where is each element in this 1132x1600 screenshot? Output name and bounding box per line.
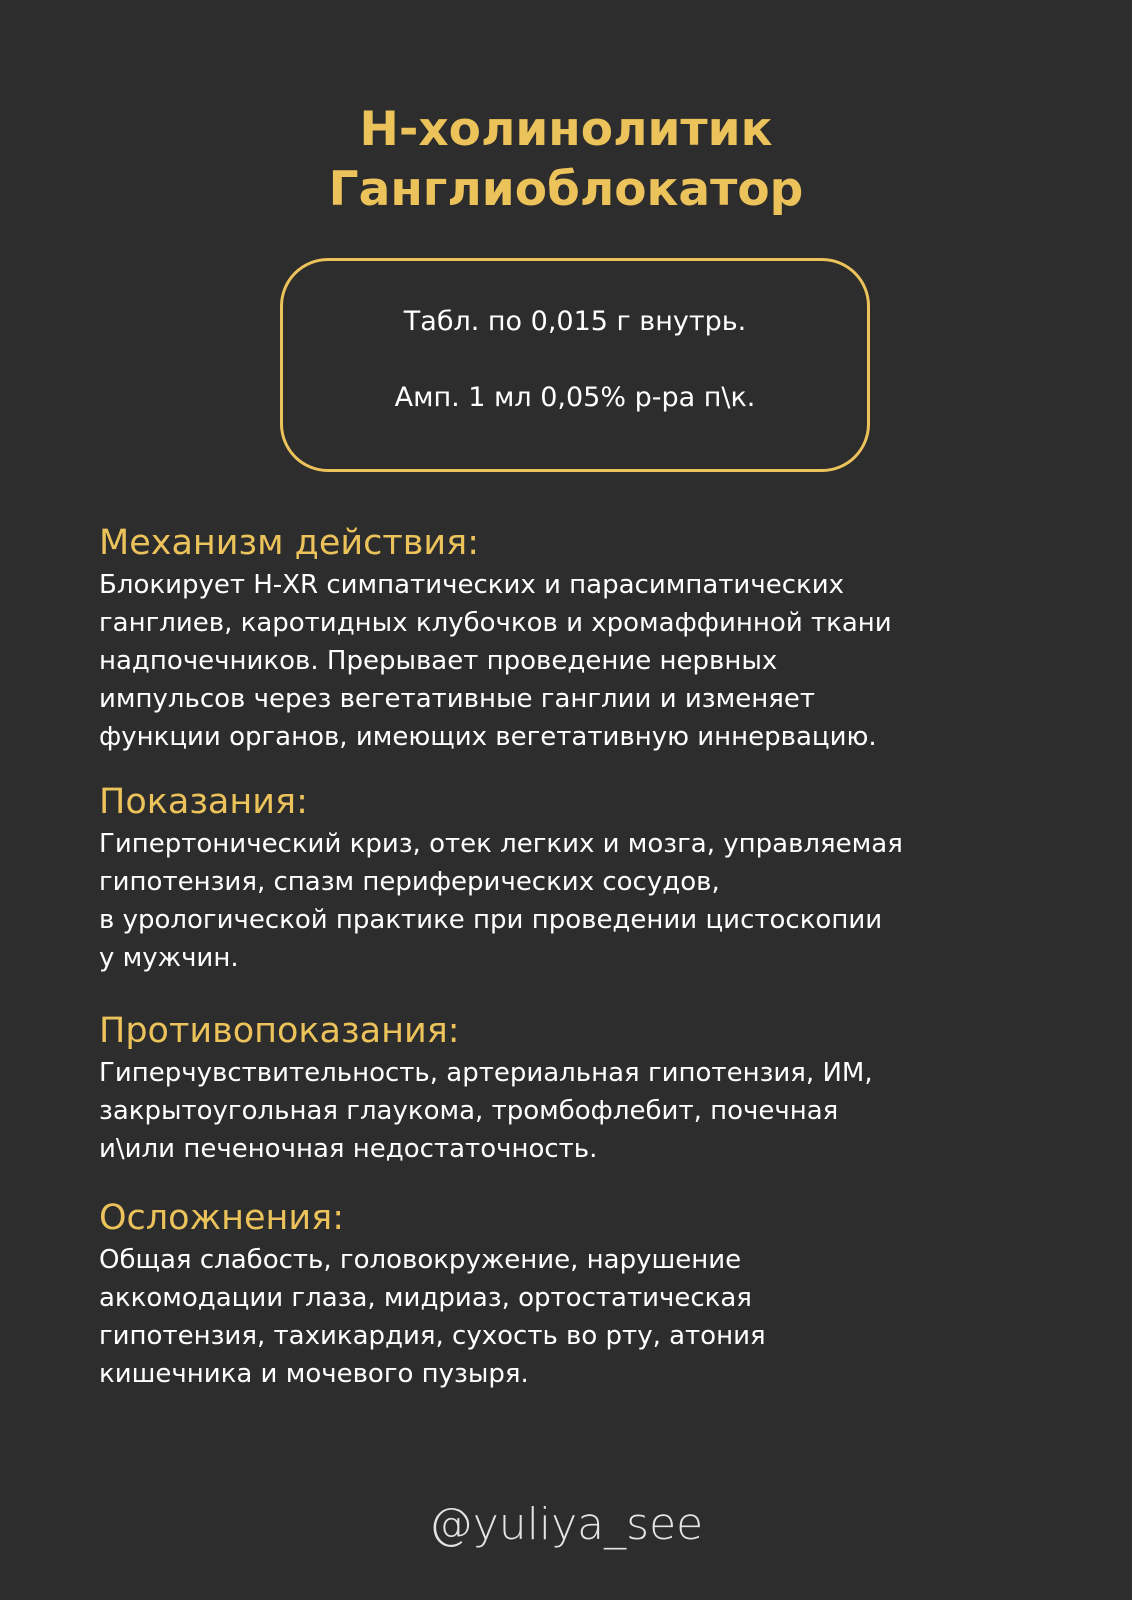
section-heading: Механизм действия: xyxy=(99,523,479,563)
body-line: у мужчин. xyxy=(99,943,239,973)
body-line: в урологической практике при проведении цистоскопии xyxy=(99,905,883,935)
section-heading: Осложнения: xyxy=(99,1198,344,1238)
author-watermark: @yuliya_see xyxy=(428,1499,704,1550)
body-line: ганглиев, каротидных клубочков и хромаффинной ткани xyxy=(99,608,892,638)
section-body xyxy=(99,825,1059,977)
dosage-ampoules: Амп. 1 мл 0,05% р-ра п\к. xyxy=(394,382,756,413)
section-heading: Противопоказания: xyxy=(99,1011,460,1051)
dosage-box xyxy=(280,258,870,472)
body-line: гипотензия, тахикардия, сухость во рту, атония xyxy=(99,1321,766,1351)
body-line: Гиперчувствительность, артериальная гипотензия, ИМ, xyxy=(99,1058,873,1088)
body-line: закрытоугольная глаукома, тромбофлебит, почечная xyxy=(99,1096,839,1126)
section-mechanism xyxy=(99,522,1059,756)
title-line-2: Ганглиоблокатор xyxy=(328,162,804,217)
section-contraindications xyxy=(99,1010,1059,1168)
title-line-1: Н-холинолитик xyxy=(359,102,773,157)
section-body xyxy=(99,1241,1059,1393)
body-line: Гипертонический криз, отек легких и мозга, управляемая xyxy=(99,829,903,859)
section-indications xyxy=(99,781,1059,977)
body-line: Общая слабость, головокружение, нарушение xyxy=(99,1245,742,1275)
dosage-tablets: Табл. по 0,015 г внутрь. xyxy=(403,306,747,337)
page-title xyxy=(0,100,1132,220)
section-body xyxy=(99,566,1059,756)
body-line: Блокирует Н-XR симпатических и парасимпатических xyxy=(99,570,844,600)
body-line: импульсов через вегетативные ганглии и изменяет xyxy=(99,684,815,714)
section-body xyxy=(99,1054,1059,1168)
section-complications xyxy=(99,1197,1059,1393)
body-line: гипотензия, спазм периферических сосудов, xyxy=(99,867,720,897)
body-line: и\или печеночная недостаточность. xyxy=(99,1134,598,1164)
body-line: кишечника и мочевого пузыря. xyxy=(99,1359,529,1389)
section-heading: Показания: xyxy=(99,782,308,822)
body-line: надпочечников. Прерывает проведение нервных xyxy=(99,646,778,676)
body-line: функции органов, имеющих вегетативную иннервацию. xyxy=(99,722,877,752)
body-line: аккомодации глаза, мидриаз, ортостатическая xyxy=(99,1283,752,1313)
